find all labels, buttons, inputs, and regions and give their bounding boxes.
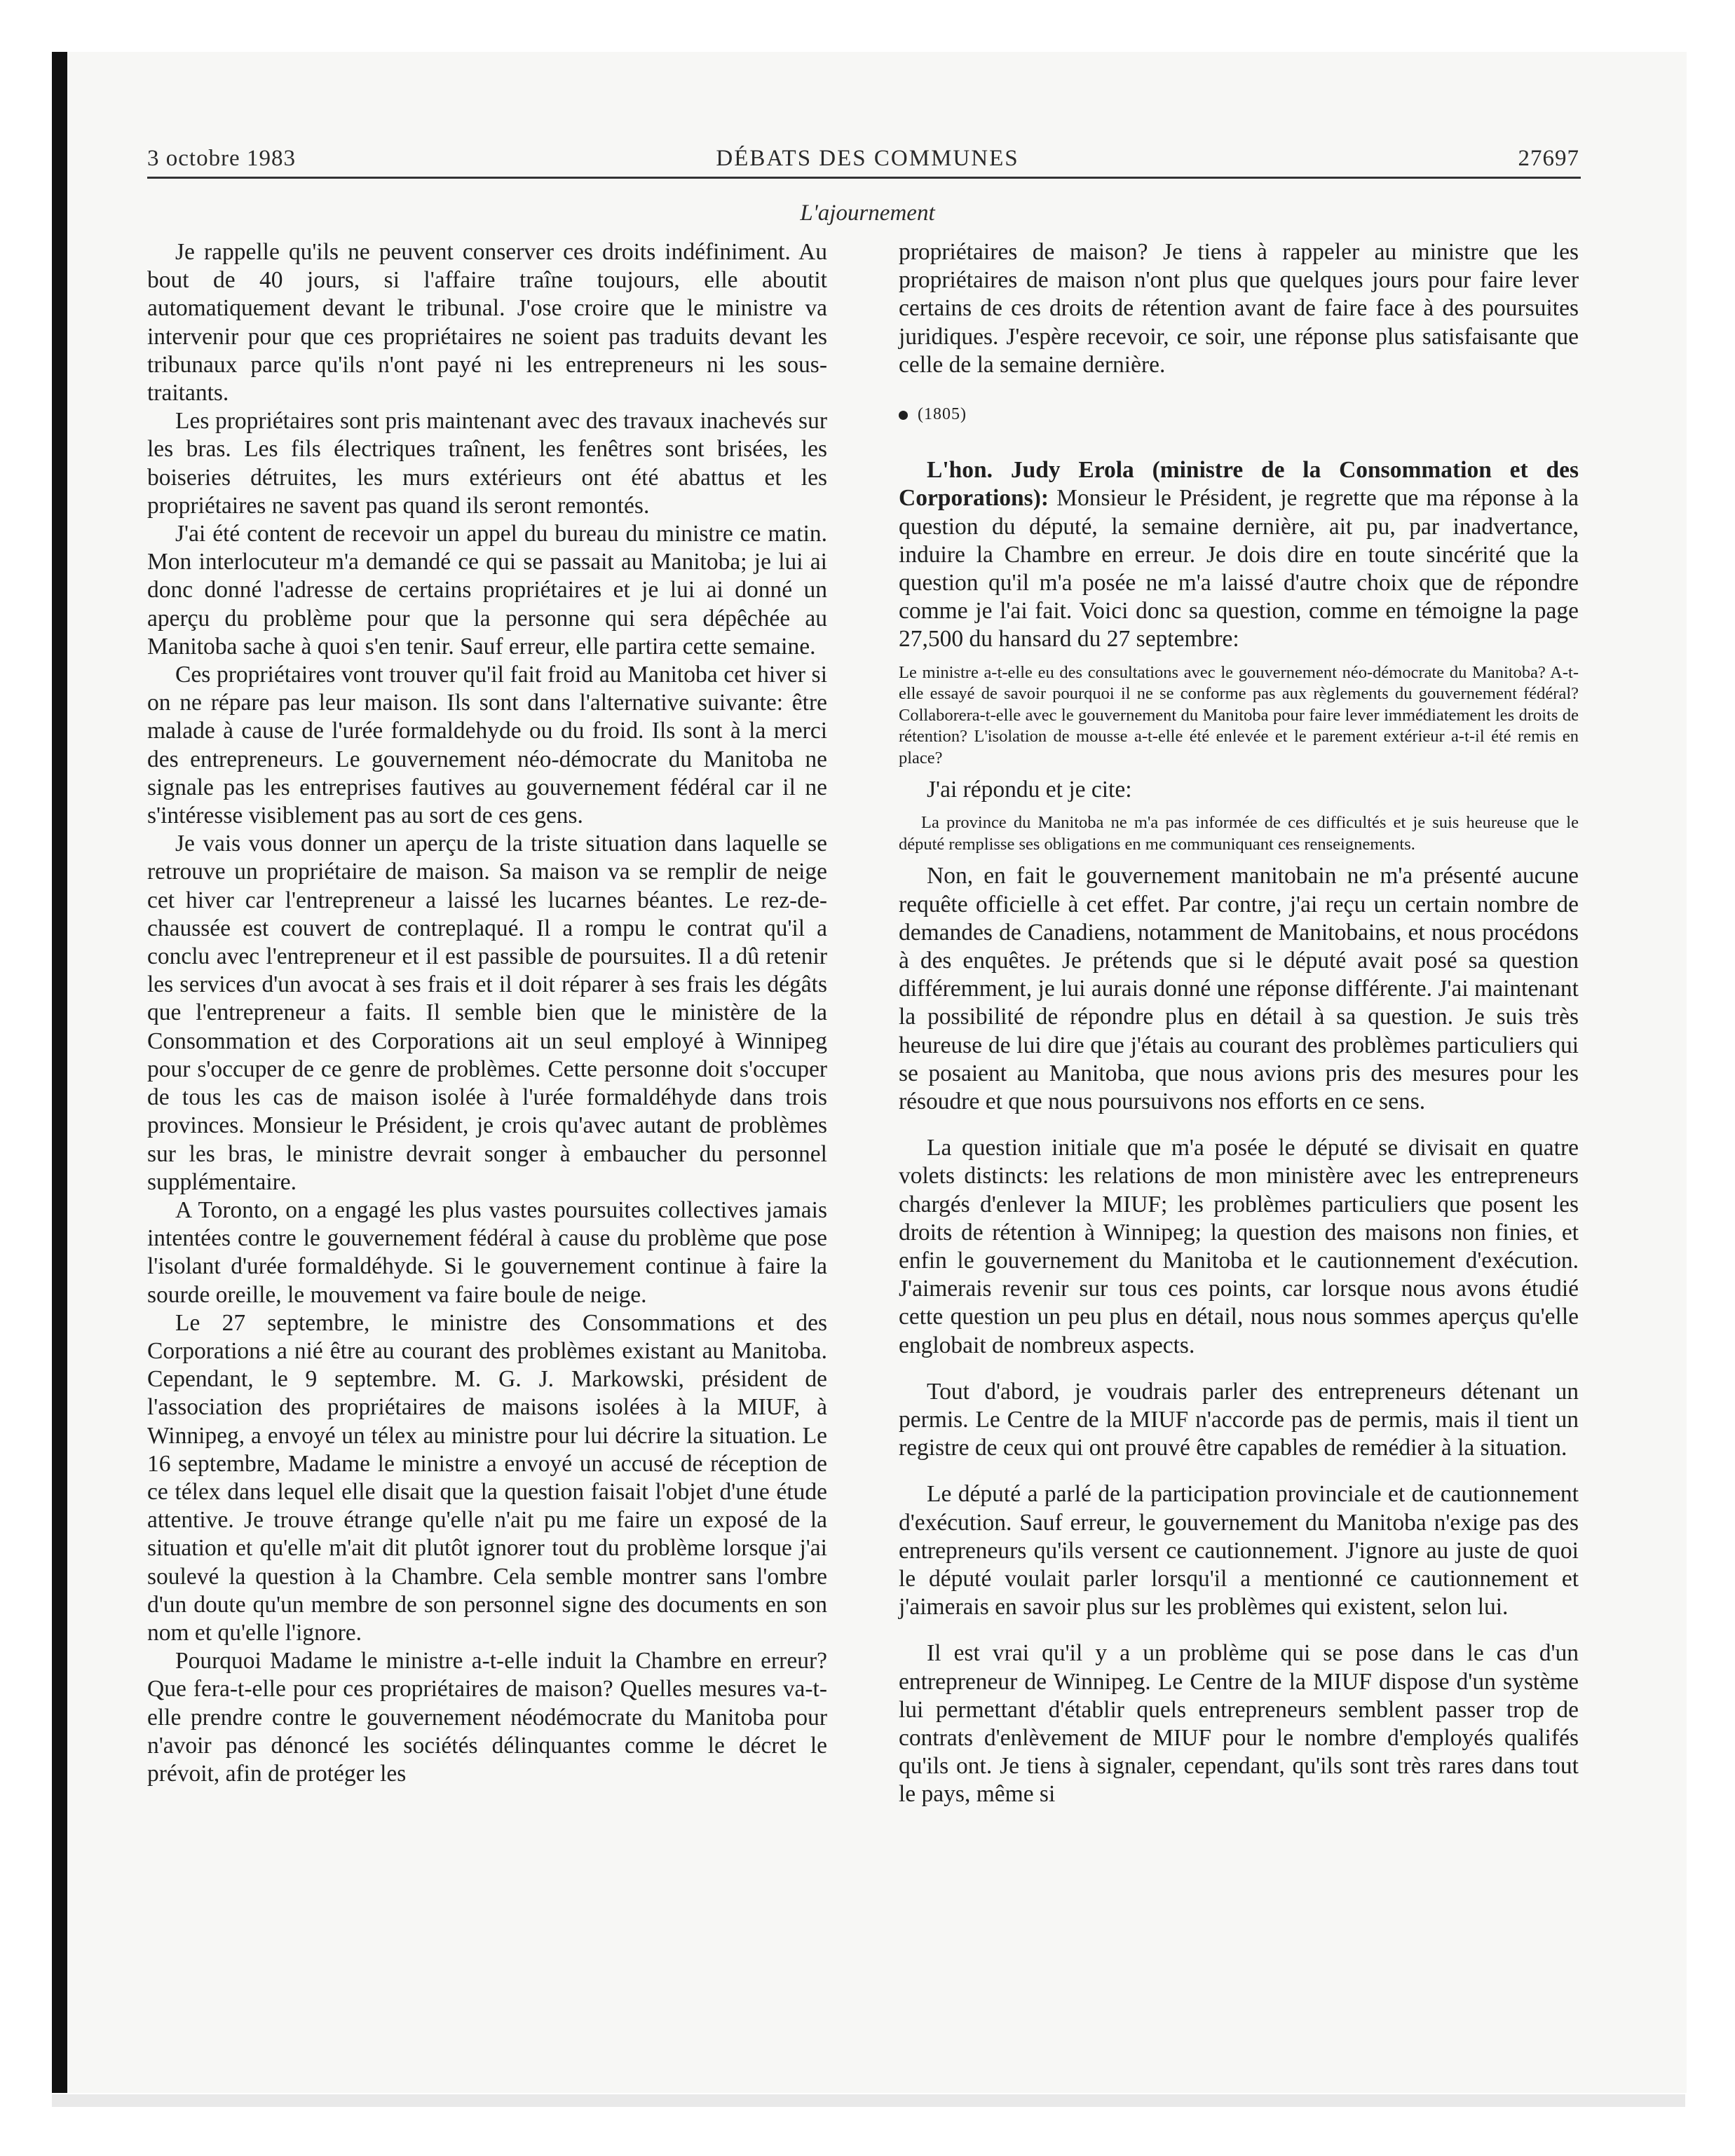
paragraph: La question initiale que m'a posée le député se divisait en quatre volets distincts: les relations de mon ministère avec les entrepreneurs chargés d'enlever la MIUF; les problèmes particuliers que posent les droits de rétention à Winnipeg; la question des maisons non finies, et enfin le gouvernement du Manitoba et le cautionnement d'exécution. J'aimerais revenir sur tous ces points, car lorsque nous avons étudié cette question un peu plus en détail, nous nous sommes aperçus qu'elle englobait de nombreux aspects. [899, 1135, 1579, 1358]
scan-edge [52, 52, 67, 2093]
right-column [899, 238, 1579, 1809]
left-column [147, 238, 827, 1788]
paragraph-continuation: propriétaires de maison? Je tiens à rappeler au ministre que les propriétaires de maison n'ont plus que quelques jours pour faire lever certains de ces droits de rétention avant de faire face à des poursuites juridiques. J'espère recevoir, ce soir, une réponse plus satisfaisante que celle de la semaine dernière. [899, 239, 1579, 378]
paragraph: Les propriétaires sont pris maintenant avec des travaux inachevés sur les bras. Les fils électriques traînent, les fenêtres sont brisées, les boiseries détruites, les murs extérieurs ont été abattus et les propriétaires ne savent pas quand ils seront remontés. [147, 408, 827, 519]
paragraph: Le député a parlé de la participation provinciale et de cautionnement d'exécution. Sauf erreur, le gouvernement du Manitoba n'exige pas des entrepreneurs qu'ils versent ce cautionnement. J'ignore au juste de quoi le député voulait parler lorsqu'il a mentionné ce cautionnement et j'aimerais en savoir plus sur les problèmes qui existent, selon lui. [899, 1481, 1579, 1621]
running-head: L'ajournement [800, 200, 935, 226]
paragraph: Il est vrai qu'il y a un problème qui se pose dans le cas d'un entrepreneur de Winnipeg. Le Centre de la MIUF dispose d'un système lui permettant d'établir quels entrepreneurs semblent passer trop de contrats d'enlèvement de MIUF pour le nombre d'employés qualifés qu'ils ont. Je tiens à signaler, cependant, qu'ils sont très rares dans tout le pays, même si [899, 1640, 1579, 1808]
speaker-text: Monsieur le Président, je regrette que ma réponse à la question du député, la semaine dernière, ait pu, par inadvertance, induire la Chambre en erreur. Je dois dire en toute sincérité que la question qu'il m'a posée ne m'a laissé d'autre choix que de répondre comme je l'ai fait. Voici donc sa question, comme en témoigne la page 27,500 du hansard du 27 septembre: [899, 485, 1579, 653]
paragraph: Ces propriétaires vont trouver qu'il fait froid au Manitoba cet hiver si on ne répare pas leur maison. Ils sont dans l'alternative suivante: être malade à cause de l'urée formaldehyde ou du froid. Ils sont à la merci des entrepreneurs. Le gouvernement néo-démocrate du Manitoba ne signale pas les entreprises fautives au gouvernement fédéral car il ne s'intéresse visiblement pas au sort de ces gens. [147, 662, 827, 829]
quotation: Le ministre a-t-elle eu des consultations avec le gouvernement néo-démocrate du Manitoba? A-t-elle essayé de savoir pourquoi il ne se conforme pas aux règlements du gouvernement fédéral? Collaborera-t-elle avec le gouvernement du Manitoba pour faire lever immédiatement les droits de rétention? L'isolation de mousse a-t-elle été enlevée et le parement extérieur a-t-il été remis en place? [899, 662, 1579, 767]
timestamp-text: (1805) [918, 405, 967, 424]
header-date: 3 octobre 1983 [147, 146, 296, 171]
bullet-icon [899, 411, 908, 420]
header-rule [147, 177, 1581, 179]
paragraph: J'ai été content de recevoir un appel du bureau du ministre ce matin. Mon interlocuteur m'a demandé ce qui se passait au Manitoba; je lui ai donc donné l'adresse de certains propriétaires et je lui ai donné un aperçu du problème pour que la personne qui sera dépêchée au Manitoba sache à quoi s'en tenir. Sauf erreur, elle partira cette semaine. [147, 521, 827, 660]
speaker-name: L'hon. Judy Erola (ministre de la Consommation et des Corporations): [899, 457, 1579, 512]
scan-shadow [52, 2094, 1685, 2107]
paragraph: A Toronto, on a engagé les plus vastes poursuites collectives jamais intentées contre le gouvernement fédéral à cause du problème que pose l'isolant d'urée formaldéhyde. Si le gouvernement continue à faire la sourde oreille, le mouvement va faire boule de neige. [147, 1196, 827, 1308]
speaker-paragraph [899, 456, 1579, 653]
paragraph: Non, en fait le gouvernement manitobain ne m'a présenté aucune requête officielle à cet effet. Par contre, j'ai reçu un certain nombre de demandes de Canadiens, notamment de Manitobains, et nous procédons à des enquêtes. Je prétends que si le député avait posé sa question différemment, je lui aurais donné une réponse différente. J'ai maintenant la possibilité de répondre plus en détail à sa question. Je suis très heureuse de lui dire que j'étais au courant des problèmes particuliers qui se posaient au Manitoba, que nous avions pris des mesures pour les résoudre et que nous poursuivons nos efforts en ce sens. [899, 863, 1579, 1114]
paragraph: Tout d'abord, je voudrais parler des entrepreneurs détenant un permis. Le Centre de la MIUF n'accorde pas de permis, mais il tient un registre de ceux qui ont prouvé être capables de remédier à la situation. [899, 1378, 1579, 1461]
timestamp [899, 400, 1579, 428]
header-title: DÉBATS DES COMMUNES [716, 146, 1019, 171]
paragraph: Pourquoi Madame le ministre a-t-elle induit la Chambre en erreur? Que fera-t-elle pour ces propriétaires de maison? Quelles mesures va-t-elle prendre contre le gouvernement néodémocrate du Manitoba pour n'avoir pas dénoncé les sociétés délinquantes comme le décret le prévoit, afin de protéger les [147, 1648, 827, 1787]
page-number: 27697 [1518, 146, 1579, 171]
paragraph: Je rappelle qu'ils ne peuvent conserver ces droits indéfiniment. Au bout de 40 jours, si l'affaire traîne toujours, elle aboutit automatiquement devant le tribunal. J'ose croire que le ministre va intervenir pour que ces propriétaires ne soient pas traduits devant les tribunaux parce qu'ils n'ont payé ni les entrepreneurs ni les sous-traitants. [147, 239, 827, 407]
paragraph: Le 27 septembre, le ministre des Consommations et des Corporations a nié être au courant des problèmes existant au Manitoba. Cependant, le 9 septembre. M. G. J. Markowski, président de l'association des propriétaires de maisons isolées à la MIUF, à Winnipeg, a envoyé un télex au ministre pour lui décrire la situation. Le 16 septembre, Madame le ministre a envoyé un accusé de réception de ce télex dans lequel elle disait que la question faisait l'objet d'une étude attentive. Je trouve étrange qu'elle n'ait pu me faire un exposé de la situation et qu'elle m'ait dit plutôt ignorer tout du problème lorsque j'ai soulevé la question à la Chambre. Cela semble montrer sans l'ombre d'un doute qu'un membre de son personnel signe des documents en son nom et qu'elle l'ignore. [147, 1309, 827, 1646]
paragraph: Je vais vous donner un aperçu de la triste situation dans laquelle se retrouve un propriétaire de maison. Sa maison va se remplir de neige cet hiver car l'entrepreneur a laissé les lucarnes béantes. Le rez-de-chaussée est couvert de contreplaqué. Il a rompu le contrat qu'il a conclu avec l'entrepreneur et il est passible de poursuites. Il a dû retenir les services d'un avocat à ses frais et il doit réparer à ses frais les dégâts que l'entrepreneur a faits. Il semble bien que le ministère de la Consommation et des Corporations ait un seul employé à Winnipeg pour s'occuper de ce genre de problèmes. Cette personne doit s'occuper de tous les cas de maison isolée à l'urée formaldéhyde dans trois provinces. Monsieur le Président, je crois qu'avec autant de problèmes sur les bras, le ministre devrait songer à embaucher du personnel supplémentaire. [147, 831, 827, 1195]
quotation: La province du Manitoba ne m'a pas informée de ces difficultés et je suis heureuse que le député remplisse ses obligations en me communiquant ces renseignements. [899, 813, 1579, 854]
reply-intro: J'ai répondu et je cite: [927, 777, 1132, 803]
